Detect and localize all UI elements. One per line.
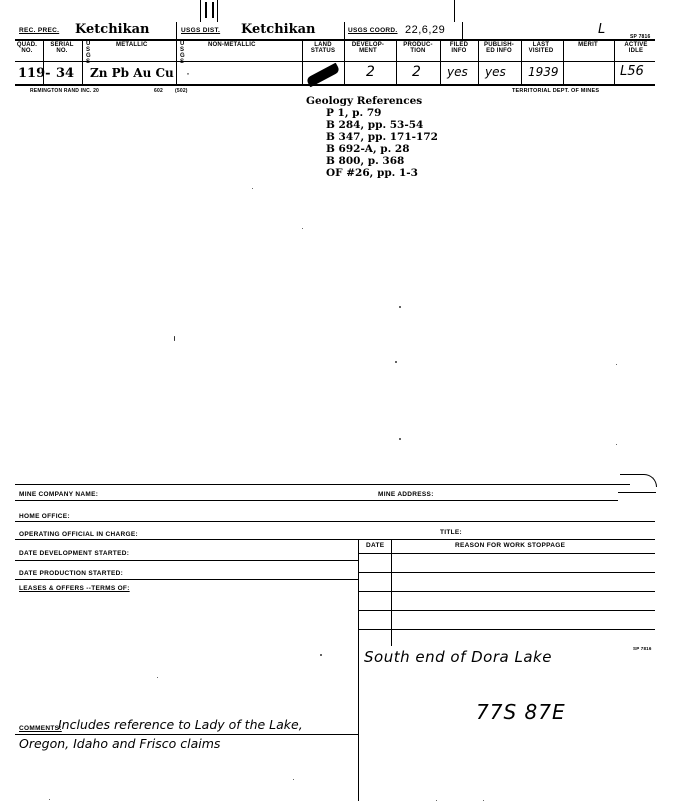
header-rule-3	[15, 84, 655, 86]
sep	[391, 539, 392, 646]
speck	[49, 799, 50, 800]
col-published-info: PUBLISH-ED INFO	[484, 42, 514, 54]
rule	[358, 610, 655, 611]
location-note: South end of Dora Lake	[364, 648, 552, 666]
col-filed-info: FILED INFO	[449, 42, 469, 54]
speck	[483, 800, 484, 801]
speck	[174, 336, 175, 341]
row-metallic: Zn Pb Au Cu	[90, 66, 174, 80]
col-non-metallic: NON-METALLIC	[208, 42, 256, 48]
sep	[478, 40, 479, 84]
rule	[15, 500, 618, 501]
sep	[358, 539, 359, 801]
comments-line-2: Oregon, Idaho and Frisco claims	[19, 736, 221, 751]
speck	[302, 228, 303, 229]
col-production: PRODUC-TION	[403, 42, 433, 54]
speck	[616, 444, 617, 445]
usgs-coord-value: 22,6,29	[405, 24, 446, 36]
row-development: 2	[366, 64, 375, 80]
date-production-label: DATE PRODUCTION STARTED:	[19, 570, 124, 577]
row-production: 2	[412, 64, 421, 80]
form-number-top: SP 7816	[630, 34, 651, 40]
lower-top-rule	[15, 484, 630, 485]
printer-code-2: (502)	[175, 88, 188, 94]
rec-prec-label: REC. PREC.	[19, 27, 60, 34]
lower-top-rule-right	[618, 492, 656, 493]
row-published: yes	[485, 65, 506, 79]
sep	[521, 40, 522, 84]
lower-top-rule-curl	[620, 474, 657, 487]
reference-item: B 692-A, p. 28	[326, 143, 410, 155]
rule	[15, 734, 358, 735]
col-last-visited: LAST VISITED	[528, 42, 554, 54]
references-title: Geology References	[306, 95, 423, 107]
rule	[358, 591, 655, 592]
speck	[252, 188, 253, 189]
sep	[82, 40, 83, 84]
sep	[344, 22, 345, 40]
row-active-idle: L56	[620, 64, 644, 79]
comments-label: COMMENTS:	[19, 725, 62, 732]
speck	[436, 800, 437, 801]
top-tick	[454, 0, 455, 22]
col-merit: MERIT	[578, 42, 598, 48]
row-last-visited: 1939	[528, 65, 559, 79]
printer-imprint: REMINGTON RAND INC. 20	[30, 88, 100, 94]
row-quad: 119-	[18, 66, 51, 81]
usgs-dist-label: USGS DIST.	[181, 27, 221, 34]
rule	[358, 629, 655, 630]
sep	[462, 22, 463, 40]
title-label: TITLE:	[440, 529, 463, 536]
stoppage-reason-header: REASON FOR WORK STOPPAGE	[455, 542, 566, 549]
col-development: DEVELOP-MENT	[351, 42, 385, 54]
sep	[440, 40, 441, 84]
col-land-status: LAND STATUS	[310, 42, 336, 54]
col-active-idle: ACTIVE IDLE	[624, 42, 648, 54]
speck	[293, 779, 294, 780]
coordinate-note: 77S 87E	[476, 700, 566, 724]
reference-item: P 1, p. 79	[326, 107, 382, 119]
speck	[399, 306, 401, 308]
stoppage-date-header: DATE	[366, 542, 385, 549]
row-serial: 34	[56, 66, 75, 81]
speck	[320, 654, 322, 656]
reference-item: B 347, pp. 171-172	[326, 131, 438, 143]
rule	[15, 539, 655, 540]
printer-code-1: 602	[154, 88, 163, 94]
top-right-mark: L	[598, 22, 606, 37]
sep	[176, 22, 177, 40]
speck	[399, 438, 401, 440]
dept-imprint: TERRITORIAL DEPT. OF MINES	[512, 88, 600, 94]
reference-item: B 284, pp. 53-54	[326, 119, 424, 131]
reference-item: B 800, p. 368	[326, 155, 405, 167]
col-metallic: METALLIC	[116, 42, 148, 48]
punch-mark-inner	[205, 2, 214, 18]
col-serial-no: SERIAL NO.	[50, 42, 74, 54]
comments-line-1: Includes reference to Lady of the Lake,	[58, 717, 303, 732]
geology-references	[306, 95, 438, 179]
usgs-coord-label: USGS COORD.	[348, 27, 398, 34]
col-usgs-1: U S G S	[86, 41, 91, 65]
mine-address-label: MINE ADDRESS:	[378, 491, 434, 498]
reference-item: OF #26, pp. 1-3	[326, 167, 418, 179]
col-usgs-2: U S G S	[180, 41, 185, 65]
rule	[15, 579, 358, 580]
sep	[614, 40, 615, 84]
sep	[176, 40, 177, 84]
sep	[563, 40, 564, 84]
rule	[358, 553, 655, 554]
sep	[302, 40, 303, 84]
usgs-dist-value: Ketchikan	[241, 22, 316, 37]
form-number-bottom: SP 7816	[633, 646, 652, 651]
row-filed: yes	[447, 65, 468, 79]
sep	[344, 40, 345, 84]
speck	[157, 677, 158, 678]
date-development-label: DATE DEVELOPMENT STARTED:	[19, 550, 130, 557]
speck	[395, 361, 397, 363]
mine-company-name-label: MINE COMPANY NAME:	[19, 491, 99, 498]
speck	[616, 364, 617, 365]
rule	[358, 572, 655, 573]
rule	[15, 560, 358, 561]
operating-official-label: OPERATING OFFICIAL IN CHARGE:	[19, 531, 138, 538]
header-rule-1	[15, 39, 655, 41]
row-non-metallic: ·	[186, 66, 190, 80]
home-office-label: HOME OFFICE:	[19, 513, 70, 520]
leases-label: LEASES & OFFERS --TERMS OF:	[19, 585, 130, 592]
rec-prec-value: Ketchikan	[75, 22, 150, 37]
col-quad-no: QUAD. NO.	[16, 42, 38, 54]
sep	[396, 40, 397, 84]
rule	[15, 521, 655, 522]
